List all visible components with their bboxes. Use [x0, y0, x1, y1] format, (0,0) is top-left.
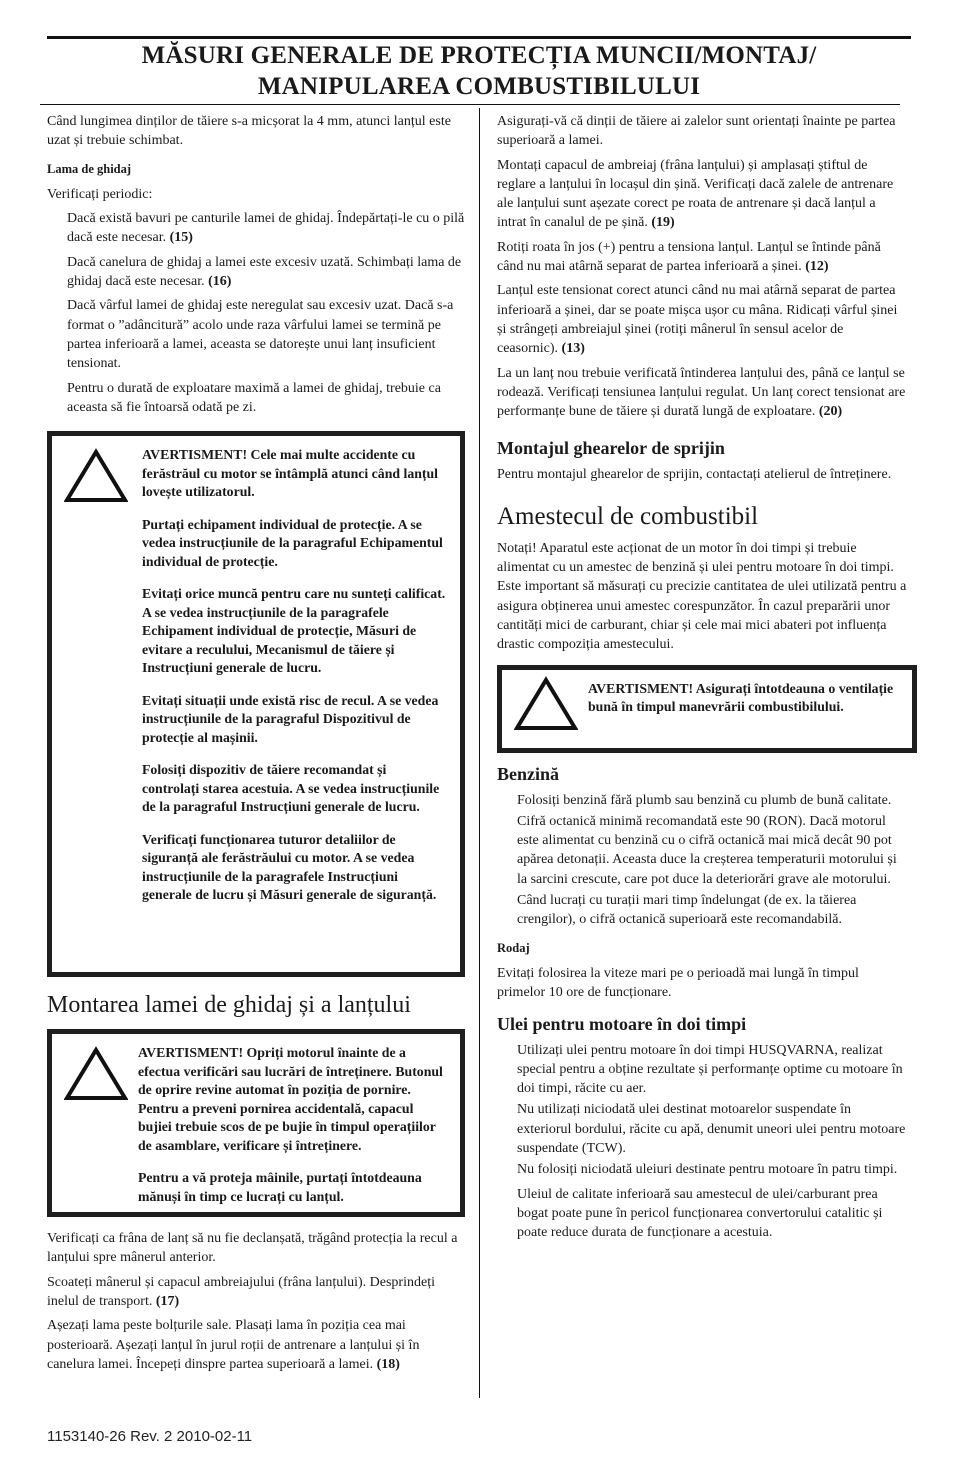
- lama-heading: Lama de ghidaj: [47, 161, 132, 176]
- heading-rodaj: Rodaj: [497, 940, 530, 955]
- paragraph-capac: Montați capacul de ambreiaj (frâna lanțului) și amplasați știftul de reglare a lanțului în locașul din șină. Verificați dacă zalele de antrenare ale lanțului sunt așezate corect pe roata de antrenare și dacă lanțul a intrat în canalul de pe șină. (19): [497, 157, 894, 231]
- warning-triangle-icon: [514, 676, 578, 732]
- title-rule: [40, 104, 900, 105]
- heading-ulei: Ulei pentru motoare în doi timpi: [497, 1013, 747, 1034]
- warning-triangle-icon: [64, 1046, 128, 1102]
- document-id: 1153140-26 Rev. 2 2010-02-11: [47, 1428, 253, 1445]
- paragraph-frana: Verificați ca frâna de lanț să nu fie declanșată, trăgând protecția la recul a lanțului spre mânerul anterior.: [47, 1231, 458, 1266]
- paragraph-lant-nou: La un lanț nou trebuie verificată întinderea lanțului des, până ce lanțul se rodează. Verificați tensiunea lanțului regulat. Un lanț corect tensionat are performanțe bune de tăiere și durată lungă de exploatare. (20): [497, 365, 906, 420]
- check-item: Dacă canelura de ghidaj a lamei este excesiv uzată. Schimbați lama de ghidaj dacă este necesar. (16): [67, 254, 462, 290]
- warning-box-ventilatie: [497, 665, 917, 753]
- ulei-item: Utilizați ulei pentru motoare în doi timpi HUSQVARNA, realizat special pentru a obține rezultate și performanțe optime cu motoare în doi timpi, răcite cu aer.: [517, 1042, 903, 1097]
- benzina-item: Folosiți benzină fără plumb sau benzină cu plumb de bună calitate.: [517, 792, 892, 808]
- paragraph-amestec: Notați! Aparatul este acționat de un motor în doi timpi și trebuie alimentat cu un amestec de benzină și ulei pentru motoare în doi timpi. Este important să măsurați cu precizie cantitatea de ulei utilizată pentru a asigura obținerea unui amestec corespunzător. În cazul preparării unor cantități mici de carburant, chiar și cele mai mici abateri pot influența drastic compoziția amestecului.: [497, 540, 907, 653]
- paragraph-rodaj: Evitați folosirea la viteze mari pe o perioadă mai lungă în timpul primelor 10 ore de funcționare.: [497, 965, 859, 1001]
- ulei-item: Nu utilizați niciodată ulei destinat motoarelor suspendate în exteriorul bordului, răcite cu apă, denumit uneori ulei pentru motoare suspendate (TCW).: [517, 1102, 906, 1156]
- heading-amestec: Amestecul de combustibil: [497, 502, 759, 530]
- warning-text: AVERTISMENT! Asigurați întotdeauna o ventilație bună în timpul manevrării combustibilului.: [588, 680, 894, 715]
- paragraph-lama: Așezați lama peste bolțurile sale. Plasați lama în poziția cea mai posterioară. Așezați lanțul în jurul roții de antrenare a lanțului și în canelura lamei. Începeți dinspre partea superioară a lamei. (18): [47, 1318, 420, 1372]
- column-divider: [479, 108, 480, 1398]
- intro-text: Când lungimea dinților de tăiere s-a micșorat la 4 mm, atunci lanțul este uzat și trebuie schimbat.: [47, 114, 451, 149]
- warning-text: AVERTISMENT! Opriți motorul înainte de a efectua verificări sau lucrări de întreținere. Butonul de oprire revine automat în poziția de pornire. Pentru a preveni pornirea accidentală, capacul bujiei trebuie scos de pe bujie în timpul operațiilor de asamblare, verificare și întreținere. Pentru a vă proteja mâinile, purtați întotdeauna mănuși în timp ce lucrați cu lanțul.: [138, 1045, 443, 1204]
- benzina-item: Când lucrați cu turații mari timp îndelungat (de ex. la tăierea crengilor), o cifră octanică superioară este recomandabilă.: [517, 893, 857, 928]
- warning-text: AVERTISMENT! Cele mai multe accidente cu ferăstrăul cu motor se întâmplă atunci când lanțul lovește utilizatorul. Purtați echipament individual de protecție. A se vedea instrucțiunile de la paragraful Echipamentul individual de protecție. Evitați orice muncă pentru care nu sunteți calificat. A se vedea instrucțiunile de la paragrafele Echipament individual de protecție, Măsuri de evitare a reculului, Mecanismul de tăiere și Instrucțiuni generale de lucru. Evitați situații unde există risc de recul. A se vedea instrucțiunile de la paragraful Dispozitivul de protecție al mașinii. Folosiți dispozitiv de tăiere recomandat și controlați starea acestuia. A se vedea instrucțiunile de la paragraful Instrucțiuni generale de lucru. Verificați funcționarea tuturor detaliilor de siguranță ale ferăstrăului cu motor. A se vedea instrucțiunile de la paragrafele Instrucțiuni generale de lucru și Măsuri generale de siguranță.: [142, 447, 446, 903]
- title-line-2: MANIPULAREA COMBUSTIBILULUI: [257, 73, 701, 100]
- paragraph-tensionat: Lanțul este tensionat corect atunci când nu mai atârnă separat de partea inferioară a șinei, dar se poate mișca ușor cu mâna. Ridicați vârful șinei și strângeți ambreiajul șinei (rotiți mânerul în sensul acelor de ceasornic). (13): [497, 283, 898, 357]
- page-title: [47, 40, 911, 102]
- top-rule: [47, 36, 911, 39]
- warning-box-motor: [47, 1029, 465, 1217]
- paragraph-maner: Scoateți mânerul și capacul ambreiajului (frâna lanțului). Desprindeți inelul de transport. (17): [47, 1274, 435, 1310]
- heading-benzina: Benzină: [497, 763, 560, 784]
- ulei-item: Uleiul de calitate inferioară sau amestecul de ulei/carburant prea bogat poate pune în pericol funcționarea convertorului catalitic și poate reduce durata de funcționare a acestuia.: [517, 1186, 883, 1241]
- left-column: [47, 112, 465, 1379]
- check-item: Dacă vârful lamei de ghidaj este neregulat sau excesiv uzat. Dacă s-a format o ”adâncitură” acolo unde raza vârfului lamei se termină pe partea inferioară a lamei, aceasta se datorește unui lanț insuficient tensionat.: [67, 298, 454, 372]
- warning-triangle-icon: [64, 448, 128, 504]
- paragraph-dinti: Asigurați-vă că dinții de tăiere ai zalelor sunt orientați înainte pe partea superioară a lamei.: [497, 114, 896, 149]
- section-heading-montare: Montarea lamei de ghidaj și a lanțului: [47, 992, 411, 1019]
- paragraph-roata: Rotiți roata în jos (+) pentru a tensiona lanțul. Lanțul se întinde până când nu mai atârnă separat de partea inferioară a șinei. (12): [497, 239, 881, 275]
- verificati-text: Verificați periodic:: [47, 186, 153, 202]
- benzina-item: Cifră octanică minimă recomandată este 90 (RON). Dacă motorul este alimentat cu benzină cu o cifră octanică mai mică decât 90 pot apărea detonații. Aceasta duce la creșterea temperaturii motorului și la sarcini crescute, care pot duce la deteriorări grave ale motorului.: [517, 813, 897, 887]
- warning-box-accidents: [47, 431, 465, 977]
- check-item: Dacă există bavuri pe canturile lamei de ghidaj. Îndepărtați-le cu o pilă dacă este necesar. (15): [67, 211, 465, 246]
- check-item: Pentru o durată de exploatare maximă a lamei de ghidaj, trebuie ca aceasta să fie întoarsă odată pe zi.: [67, 380, 441, 415]
- ulei-item: Nu folosiți niciodată uleiuri destinate pentru motoare în patru timpi.: [517, 1162, 898, 1178]
- paragraph-gheare: Pentru montajul ghearelor de sprijin, contactați atelierul de întreținere.: [497, 467, 892, 483]
- heading-gheare: Montajul ghearelor de sprijin: [497, 438, 725, 459]
- right-column: [497, 112, 907, 1247]
- title-line-1: MĂSURI GENERALE DE PROTECȚIA MUNCII/MONTAJ/: [141, 42, 817, 69]
